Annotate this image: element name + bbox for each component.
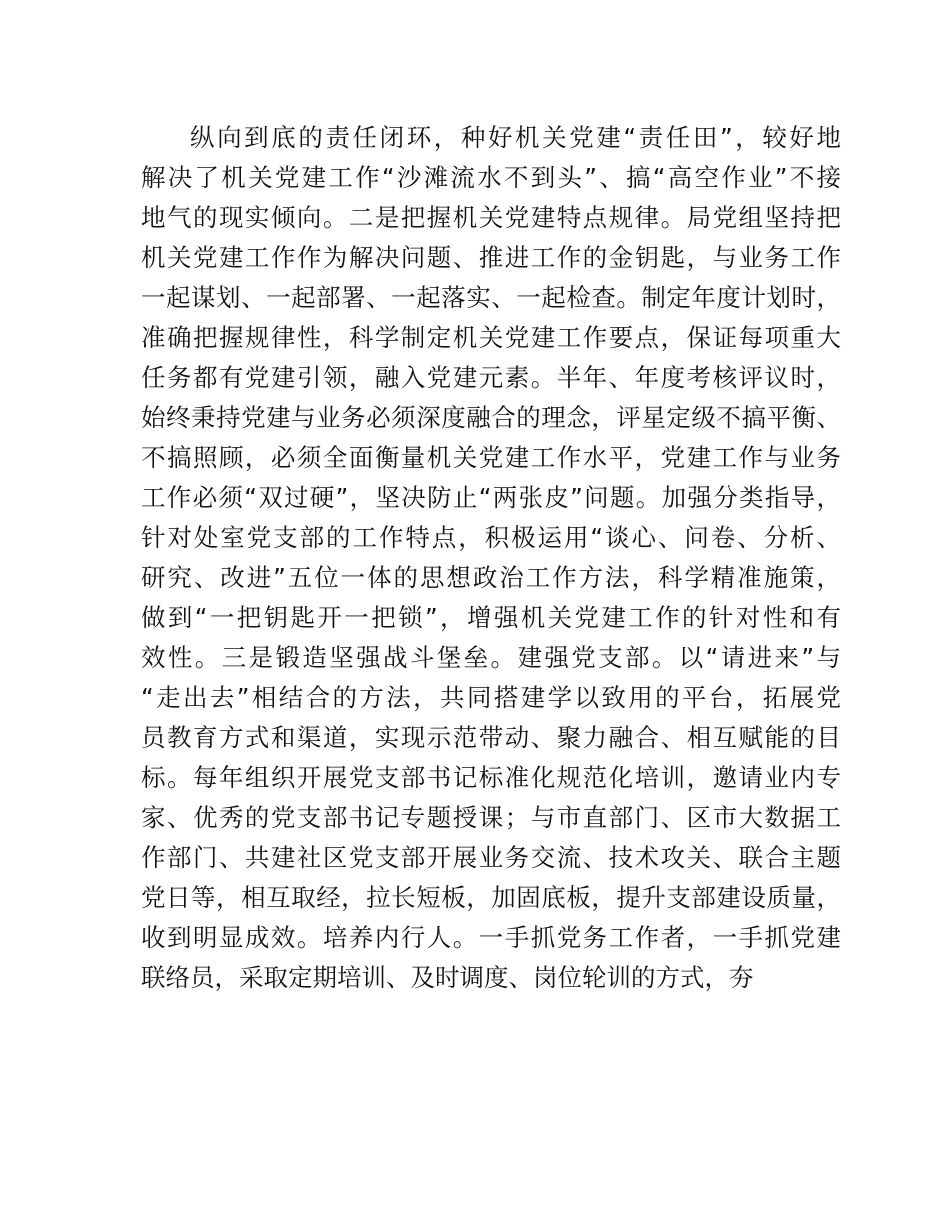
text-line: 标。每年组织开展党支部书记标准化规范化培训，邀请业内专 — [141, 763, 841, 792]
text-line: 员教育方式和渠道，实现示范带动、聚力融合、相互赋能的目 — [141, 723, 841, 752]
text-line: 联络员，采取定期培训、及时调度、岗位轮训的方式，夯 — [141, 963, 754, 992]
text-line: 针对处室党支部的工作特点，积极运用“谈心、问卷、分析、 — [141, 523, 841, 552]
text-line: 纵向到底的责任闭环，种好机关党建“责任田”，较好地 — [190, 123, 841, 152]
text-line: 准确把握规律性，科学制定机关党建工作要点，保证每项重大 — [141, 323, 841, 352]
text-line: 做到“一把钥匙开一把锁”，增强机关党建工作的针对性和有 — [141, 603, 841, 632]
text-line: 效性。三是锻造坚强战斗堡垒。建强党支部。以“请进来”与 — [141, 643, 841, 672]
text-line: 任务都有党建引领，融入党建元素。半年、年度考核评议时， — [141, 363, 841, 392]
text-line: 研究、改进”五位一体的思想政治工作方法，科学精准施策， — [141, 563, 841, 592]
text-line: 解决了机关党建工作“沙滩流水不到头”、搞“高空作业”不接 — [141, 163, 841, 192]
text-line: 一起谋划、一起部署、一起落实、一起检查。制定年度计划时， — [141, 283, 841, 312]
text-line: 党日等，相互取经，拉长短板，加固底板，提升支部建设质量， — [141, 883, 841, 912]
text-line: 家、优秀的党支部书记专题授课；与市直部门、区市大数据工 — [141, 803, 841, 832]
text-line: 作部门、共建社区党支部开展业务交流、技术攻关、联合主题 — [141, 843, 841, 872]
text-line: “走出去”相结合的方法，共同搭建学以致用的平台，拓展党 — [141, 683, 841, 712]
body-paragraph — [141, 118, 841, 998]
text-line: 机关党建工作作为解决问题、推进工作的金钥匙，与业务工作 — [141, 243, 841, 272]
text-line: 收到明显成效。培养内行人。一手抓党务工作者，一手抓党建 — [141, 923, 841, 952]
text-line: 始终秉持党建与业务必须深度融合的理念，评星定级不搞平衡、 — [141, 403, 841, 432]
text-line: 地气的现实倾向。二是把握机关党建特点规律。局党组坚持把 — [141, 203, 841, 232]
text-line: 不搞照顾，必须全面衡量机关党建工作水平，党建工作与业务 — [141, 443, 841, 472]
text-line: 工作必须“双过硬”，坚决防止“两张皮”问题。加强分类指导， — [141, 483, 841, 512]
